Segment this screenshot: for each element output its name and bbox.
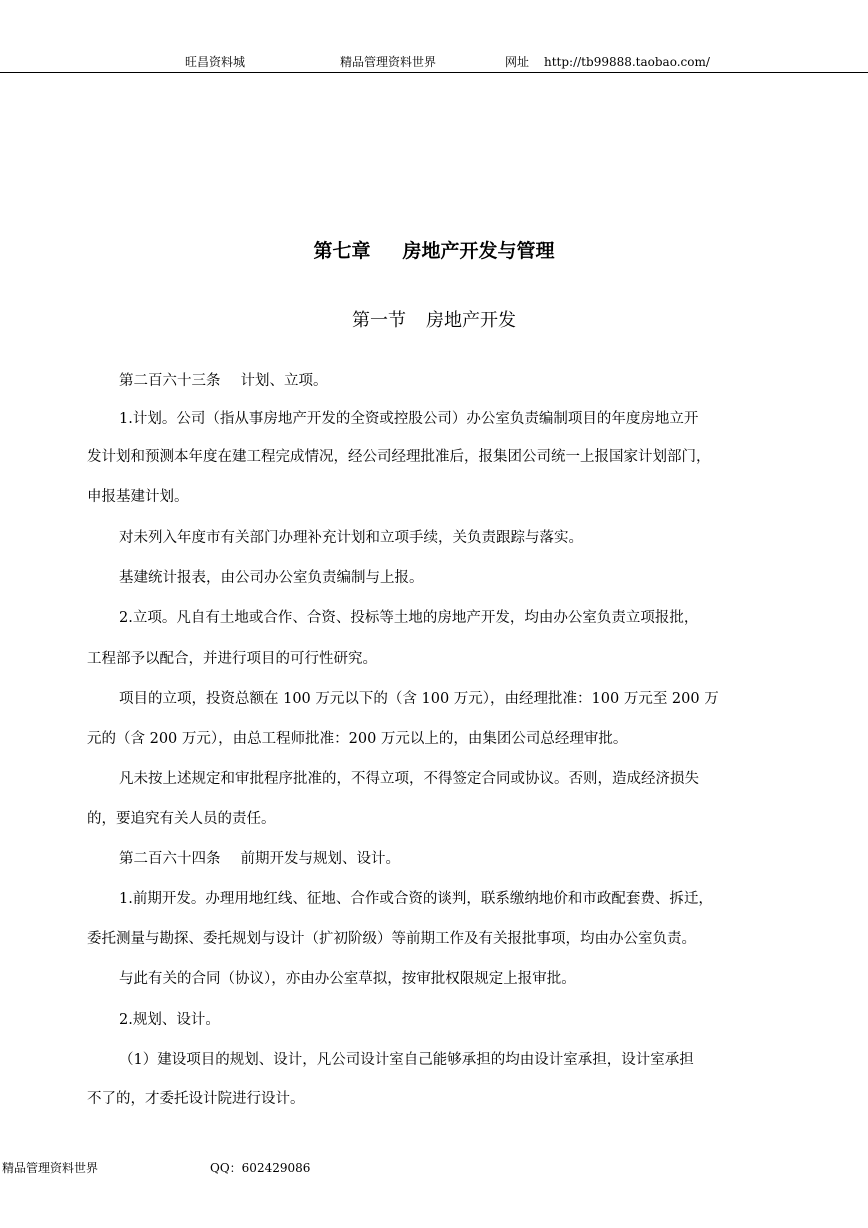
chapter-number: 第七章 (313, 240, 371, 262)
paragraph-line: 对未列入年度市有关部门办理补充计划和立项手续，关负责跟踪与落实。 (119, 530, 583, 546)
paragraph-line: 凡未按上述规定和审批程序批准的，不得立项，不得签定合同或协议。否则，造成经济损失 (119, 771, 699, 787)
paragraph-line: 项目的立项，投资总额在 100 万元以下的（含 100 万元），由经理批准：100 万元至 200 万 (119, 691, 719, 707)
section-number: 第一节 (352, 310, 406, 331)
chapter-heading (0, 236, 868, 266)
section-name: 房地产开发 (426, 310, 516, 331)
article-264-heading (119, 847, 400, 871)
paragraph-line: 基建统计报表，由公司办公室负责编制与上报。 (119, 570, 424, 586)
paragraph-line: 2.规划、设计。 (119, 1012, 220, 1028)
article-263-title: 计划、立项。 (240, 373, 328, 389)
header-shop-name: 旺昌资料城 (185, 55, 246, 69)
header-url-link[interactable]: http://tb99888.taobao.com/ (544, 55, 710, 69)
paragraph-line: 2.立项。凡自有土地或合作、合资、投标等土地的房地产开发，均由办公室负责立项报批， (119, 610, 699, 626)
footer-brand: 精品管理资料世界 (2, 1161, 99, 1175)
paragraph-line: 1.前期开发。办理用地红线、征地、合作或合资的谈判，联系缴纳地价和市政配套费、拆迁， (119, 891, 713, 907)
chapter-name: 房地产开发与管理 (402, 240, 555, 262)
article-263-number: 第二百六十三条 (119, 373, 221, 389)
footer-qq: QQ：602429086 (210, 1161, 311, 1175)
paragraph-line: 元的（含 200 万元），由总工程师批准：200 万元以上的，由集团公司总经理审批。 (87, 731, 628, 747)
paragraph-line: 申报基建计划。 (87, 489, 189, 505)
paragraph-line: 的，要追究有关人员的责任。 (87, 811, 276, 827)
paragraph-line: 1.计划。公司（指从事房地产开发的全资或控股公司）办公室负责编制项目的年度房地立开 (119, 411, 699, 427)
section-heading (0, 306, 868, 336)
page-footer (0, 1158, 868, 1178)
article-264-number: 第二百六十四条 (119, 851, 221, 867)
page-header (0, 52, 868, 72)
paragraph-line: 工程部予以配合，并进行项目的可行性研究。 (87, 651, 377, 667)
header-divider (0, 72, 868, 73)
paragraph-line: 与此有关的合同（协议），亦由办公室草拟，按审批权限规定上报审批。 (119, 971, 576, 987)
header-brand: 精品管理资料世界 (340, 55, 437, 69)
article-263-heading (119, 369, 328, 393)
paragraph-line: （1）建设项目的规划、设计，凡公司设计室自己能够承担的均由设计室承担，设计室承担 (119, 1052, 694, 1068)
paragraph-line: 委托测量与勘探、委托规划与设计（扩初阶级）等前期工作及有关报批事项，均由办公室负责。 (87, 931, 696, 947)
paragraph-line: 发计划和预测本年度在建工程完成情况，经公司经理批准后，报集团公司统一上报国家计划部门， (87, 449, 711, 465)
paragraph-line: 不了的，才委托设计院进行设计。 (87, 1091, 305, 1107)
header-url-label: 网址 (505, 55, 530, 69)
article-264-title: 前期开发与规划、设计。 (240, 851, 400, 867)
